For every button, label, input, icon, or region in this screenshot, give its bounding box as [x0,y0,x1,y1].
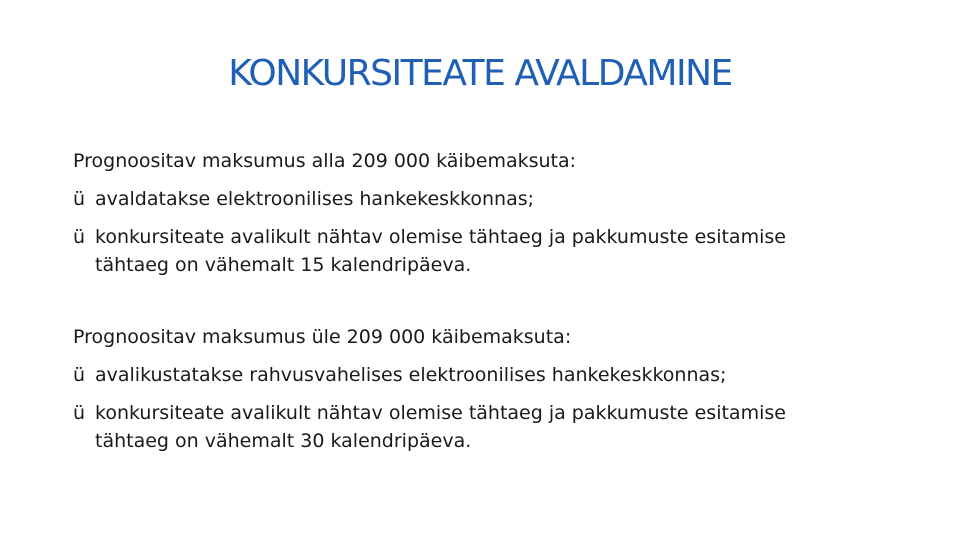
list-item [73,218,933,284]
list-item-text: konkursiteate avalikult nähtav olemise tähtaeg ja pakkumuste esitamise tähtaeg on vähemalt 30 kalendripäeva. [95,402,786,452]
list-item [73,394,933,460]
section-over-threshold [73,318,933,460]
checkmark-icon: ü [73,364,86,386]
checkmark-icon: ü [73,402,86,424]
list-item-text: konkursiteate avalikult nähtav olemise tähtaeg ja pakkumuste esitamise tähtaeg on vähemalt 15 kalendripäeva. [95,226,786,276]
checkmark-icon: ü [73,226,86,248]
list-item [73,180,933,218]
list-item-text: avaldatakse elektroonilises hankekeskkonnas; [95,188,535,210]
list-item-text: avalikustatakse rahvusvahelises elektroonilises hankekeskkonnas; [95,364,727,386]
section-lead: Prognoositav maksumus üle 209 000 käibemaksuta: [73,326,572,348]
section-lead: Prognoositav maksumus alla 209 000 käibemaksuta: [73,150,577,172]
slide-body [73,142,933,460]
checkmark-icon: ü [73,188,86,210]
slide-title: KONKURSITEATE AVALDAMINE [228,53,732,94]
section-under-threshold [73,142,933,284]
list-item [73,356,933,394]
